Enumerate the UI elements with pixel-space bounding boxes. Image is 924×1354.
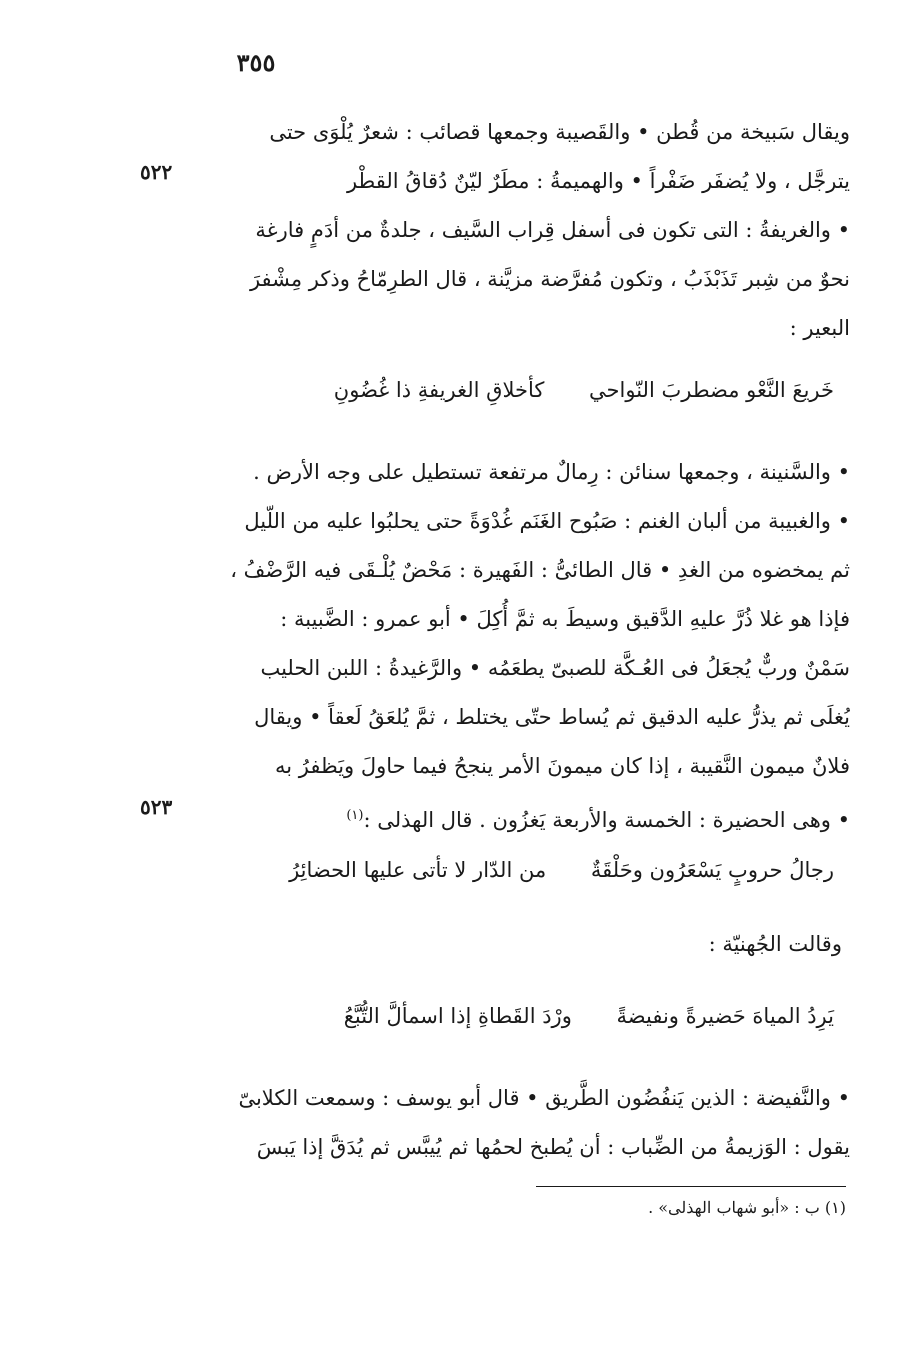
- paragraph-1-line: • والغريفةُ : التى تكون فى أسفل قِراب السَّيف ، جلدةٌ من أدَمٍ فارغة: [255, 218, 850, 242]
- verse-3-second-hemistich: ورْدَ القَطاةِ إذا اسمألَّ التُّبَّعُ: [343, 1004, 572, 1028]
- verse-2: [289, 858, 834, 882]
- paragraph-2-line: فلانٌ ميمون النَّقيبة ، إذا كان ميمونَ الأمر ينجحُ فيما حاولَ ويَظفرُ به: [275, 754, 850, 778]
- paragraph-2-last-line-text: • وهى الحضيرة : الخمسة والأربعة يَغزُون . قال الهذلى :: [363, 808, 850, 832]
- paragraph-1-line: يترجَّل ، ولا يُضفَر ضَفْراً • والهميمةُ : مطَرٌ ليّنٌ دُقاقُ القطْر: [346, 169, 850, 193]
- verse-2-first-hemistich: رجالُ حروبٍ يَسْعَرُون وحَلْقَةٌ: [590, 858, 834, 882]
- verse-2-second-hemistich: من الدّار لا تأتى عليها الحضائِرُ: [289, 858, 547, 882]
- paragraph-1-line: نحوٌ من شِبر تَذَبْذَبُ ، وتكون مُفرَّضة مزيَّنة ، قال الطرِمّاحُ وذكر مِشْفرَ: [249, 267, 850, 291]
- paragraph-3-line: يقول : الوَزيمةُ من الضِّباب : أن يُطبخ لحمُها ثم يُيبَّس ثم يُدَقَّ إذا يَبسَ: [256, 1135, 850, 1159]
- paragraph-2: [205, 448, 850, 840]
- paragraph-1-line: البعير :: [789, 316, 850, 340]
- intro-line: وقالت الجُهنيّة :: [708, 932, 842, 956]
- page-number: ٣٥٥: [236, 48, 276, 77]
- margin-number-first: ٥٢٢: [140, 160, 173, 184]
- verse-3: [344, 1004, 834, 1028]
- paragraph-1-line: ويقال سَبيخة من قُطن • والقَصيبة وجمعها قصائب : شعرٌ يُلْوَى حتى: [269, 120, 850, 144]
- footnote: (١) ب : «أبو شهاب الهذلى» .: [648, 1198, 846, 1217]
- paragraph-2-line: [205, 791, 850, 840]
- paragraph-3: [205, 1074, 850, 1172]
- paragraph-2-line: يُغلَى ثم يذرُّ عليه الدقيق ثم يُساط حتّى يختلط ، ثمَّ يُلعَقُ لَعقاً • ويقال: [254, 705, 850, 729]
- paragraph-3-line: • والنَّفيضة : الذين يَنفُضُون الطَّريق • قال أبو يوسف : وسمعت الكلابىّ: [238, 1086, 850, 1110]
- paragraph-2-line: • والسَّنينة ، وجمعها سنائن : رِمالٌ مرتفعة تستطيل على وجه الأرض .: [253, 460, 850, 484]
- verse-1-second-hemistich: كأخلاقِ الغريفةِ ذا غُضُونِ: [333, 378, 545, 402]
- paragraph-2-line: • والغبيبة من ألبان الغنم : صَبُوح الغَنَم غُدْوَةً حتى يحلبُوا عليه من اللّيل: [244, 509, 850, 533]
- paragraph-2-line: فإذا هو غلا ذُرَّ عليهِ الدَّقيق وسيطَ به ثمَّ أُكِلَ • أبو عمرو : الضَّبيبة :: [280, 607, 850, 631]
- verse-1-first-hemistich: خَريعَ النَّعْو مضطربَ النّواحي: [589, 378, 834, 402]
- margin-number-second: ٥٢٣: [140, 795, 173, 819]
- verse-3-first-hemistich: يَرِدُ المياهَ حَضيرةً ونفيضةً: [616, 1004, 834, 1028]
- paragraph-2-line: سَمْنٌ وربٌّ يُجعَلُ فى العُـكَّة للصبىّ يطعَمُه • والرَّغيدةُ : اللبن الحليب: [260, 656, 850, 680]
- footnote-marker: (١): [346, 808, 364, 823]
- paragraph-1: [205, 108, 850, 353]
- footnote-divider: [536, 1186, 846, 1187]
- verse-1: [334, 378, 834, 402]
- paragraph-2-line: ثم يمخضوه من الغدِ • قال الطائىُّ : الفَهيرة : مَحْضٌ يُلْـقَى فيه الرَّضْفُ ،: [230, 558, 850, 582]
